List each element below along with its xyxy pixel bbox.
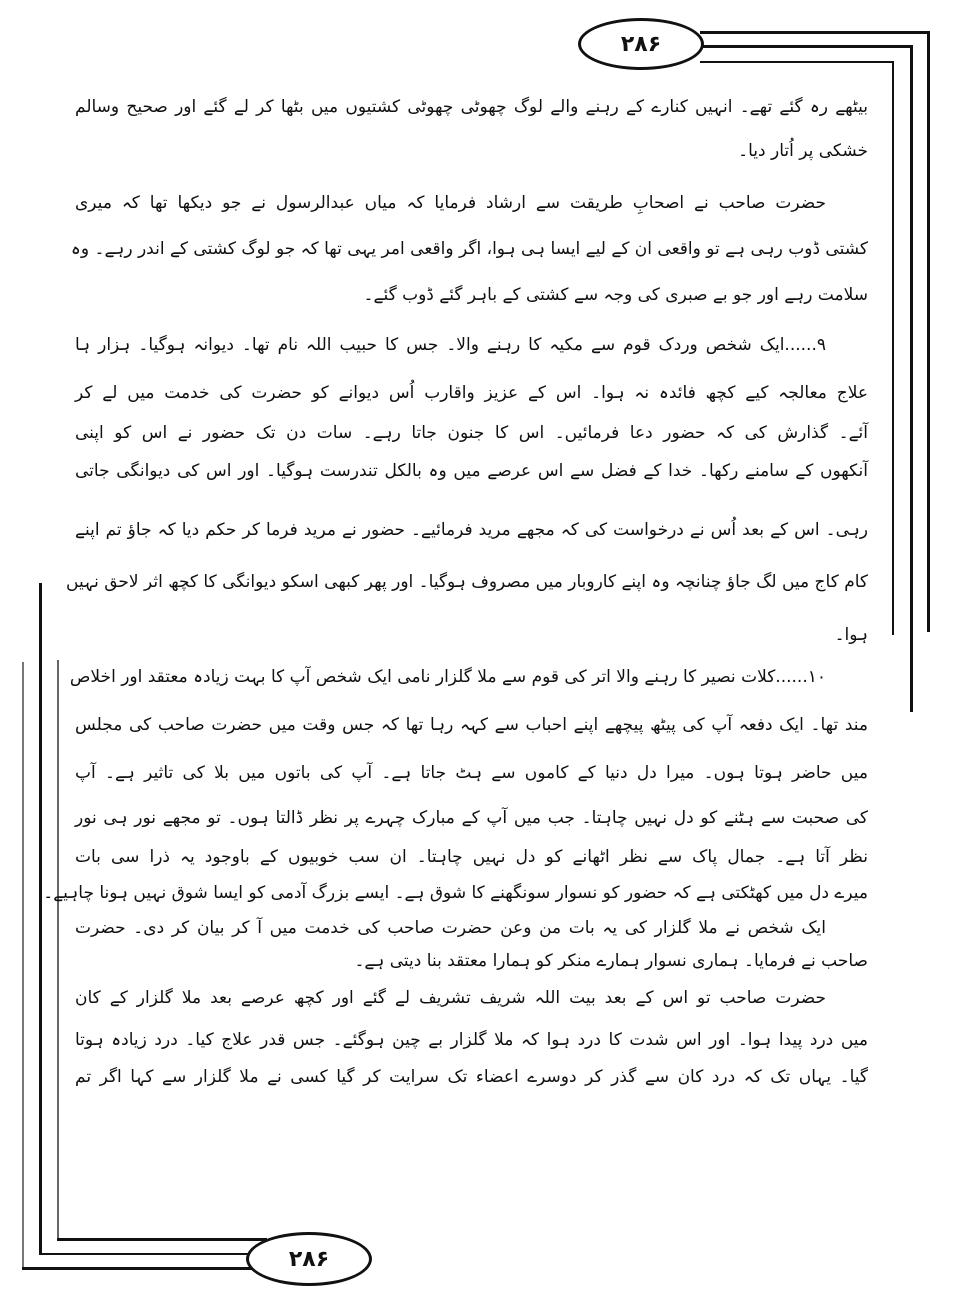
- text-line: میں حاضر ہوتا ہوں۔ میرا دل دنیا کے کاموں سے ہٹ جاتا ہے۔ آپ کی باتوں میں بلا کی تاثیر ہے۔ آپ: [75, 763, 868, 783]
- frame-left-inner: [57, 660, 59, 1240]
- frame-bottom-outer: [22, 1267, 262, 1270]
- text-line: رہی۔ اس کے بعد اُس نے درخواست کی کہ مجھے مرید فرمائیے۔ حضور نے مرید فرما کر حکم دیا کہ جاؤ تم اپنے: [75, 520, 868, 540]
- text-line: میرے دل میں کھٹکتی ہے کہ حضور کو نسوار سونگھنے کا شوق ہے۔ ایسے بزرگ آدمی کو ایسا شوق نہیں ہونا چاہیے۔: [43, 883, 868, 903]
- frame-bottom-inner: [57, 1238, 267, 1241]
- footer-page-number: ۲۸۶: [246, 1232, 372, 1286]
- paragraph-start: حضرت صاحب نے اصحابِ طریقت سے ارشاد فرمایا کہ میاں عبدالرسول نے جو دیکھا تھا کہ میری: [75, 193, 826, 213]
- text-line: آنکھوں کے سامنے رکھا۔ خدا کے فضل سے اس عرصے میں وہ بالکل تندرست ہوگیا۔ اور اس کی دیوانگی جاتی: [75, 461, 868, 481]
- text-line: کشتی ڈوب رہی ہے تو واقعی ان کے لیے ایسا ہی ہوا، اگر واقعی امر یہی تھا کہ جو لوگ کشتی کے اندر رہے۔ وہ: [70, 239, 868, 259]
- header-page-number: ۲۸۶: [578, 18, 704, 70]
- text-line: مند تھا۔ ایک دفعہ آپ کی پیٹھ پیچھے اپنے احباب سے کہہ رہا تھا کہ جس وقت میں حضرت صاحب کی مجلس: [75, 715, 868, 735]
- item-10-start: ۱۰......کلات نصیر کا رہنے والا اتر کی قوم سے ملا گلزار نامی ایک شخص آپ کا بہت زیادہ معتقد اور اخلاص: [69, 667, 826, 687]
- frame-right-inner: [892, 61, 894, 635]
- frame-bottom-middle: [39, 1253, 254, 1255]
- paragraph-start: ایک شخص نے ملا گلزار کی یہ بات من وعن حضرت صاحب کی خدمت میں آ کر بیان کر دی۔ حضرت: [75, 918, 826, 938]
- text-line: صاحب نے فرمایا۔ ہماری نسوار ہمارے منکر کو ہمارا معتقد بنا دیتی ہے۔: [354, 951, 868, 971]
- text-line: ہوا۔: [834, 625, 868, 645]
- frame-right-outer: [927, 31, 930, 632]
- frame-left-outer: [22, 662, 24, 1269]
- text-line: آئے۔ گذارش کی کہ حضور دعا فرمائیں۔ اس کا جنون جاتا رہے۔ سات دن تک حضور نے اس کو اپنی: [75, 423, 868, 443]
- text-line: میں درد پیدا ہوا۔ اور اس شدت کا درد ہوا کہ ملا گلزار بے چین ہوگئے۔ جس قدر علاج کیا۔ درد زیادہ ہوتا: [75, 1030, 868, 1050]
- frame-top-middle: [700, 45, 912, 48]
- item-9-start: ۹......ایک شخص وردک قوم سے مکیہ کا رہنے والا۔ جس کا حبیب اللہ نام تھا۔ دیوانہ ہوگیا۔ ہزار ہا: [75, 335, 826, 355]
- text-line: کام کاج میں لگ جاؤ چنانچہ وہ اپنے کاروبار میں مصروف ہوگیا۔ اور پھر کبھی اسکو دیوانگی کا کچھ اثر لاحق نہیں: [66, 572, 868, 592]
- frame-top-outer: [700, 31, 930, 34]
- text-line: گیا۔ یہاں تک کہ درد کان سے گذر کر دوسرے اعضاء تک سرایت کر گیا کسی نے ملا گلزار سے کہا اگر تم: [75, 1067, 868, 1087]
- text-line: نظر آتا ہے۔ جمال پاک سے نظر اٹھانے کو دل نہیں چاہتا۔ ان سب خوبیوں کے باوجود یہ ذرا سی بات: [75, 847, 868, 867]
- paragraph-start: حضرت صاحب تو اس کے بعد بیت اللہ شریف تشریف لے گئے اور کچھ عرصے بعد ملا گلزار کے کان: [75, 988, 826, 1008]
- frame-right-middle: [910, 45, 913, 712]
- frame-left-middle: [39, 583, 42, 1255]
- text-line: کی صحبت سے ہٹنے کو دل نہیں چاہتا۔ جب میں آپ کے مبارک چہرے پر نظر ڈالتا ہوں۔ تو مجھے نور ہی نور: [75, 808, 868, 828]
- text-line: سلامت رہے اور جو بے صبری کی وجہ سے کشتی کے باہر گئے ڈوب گئے۔: [363, 285, 868, 305]
- frame-top-inner: [700, 61, 894, 63]
- text-line: بیٹھے رہ گئے تھے۔ انہیں کنارے کے رہنے والے لوگ چھوٹی چھوٹی کشتیوں میں بٹھا کر لے گئے اور صحیح وسالم: [75, 97, 868, 117]
- text-line: علاج معالجہ کیے کچھ فائدہ نہ ہوا۔ اس کے عزیز واقارب اُس دیوانے کو حضرت کی خدمت میں لے کر: [75, 383, 869, 403]
- text-line: خشکی پر اُتار دیا۔: [738, 141, 868, 161]
